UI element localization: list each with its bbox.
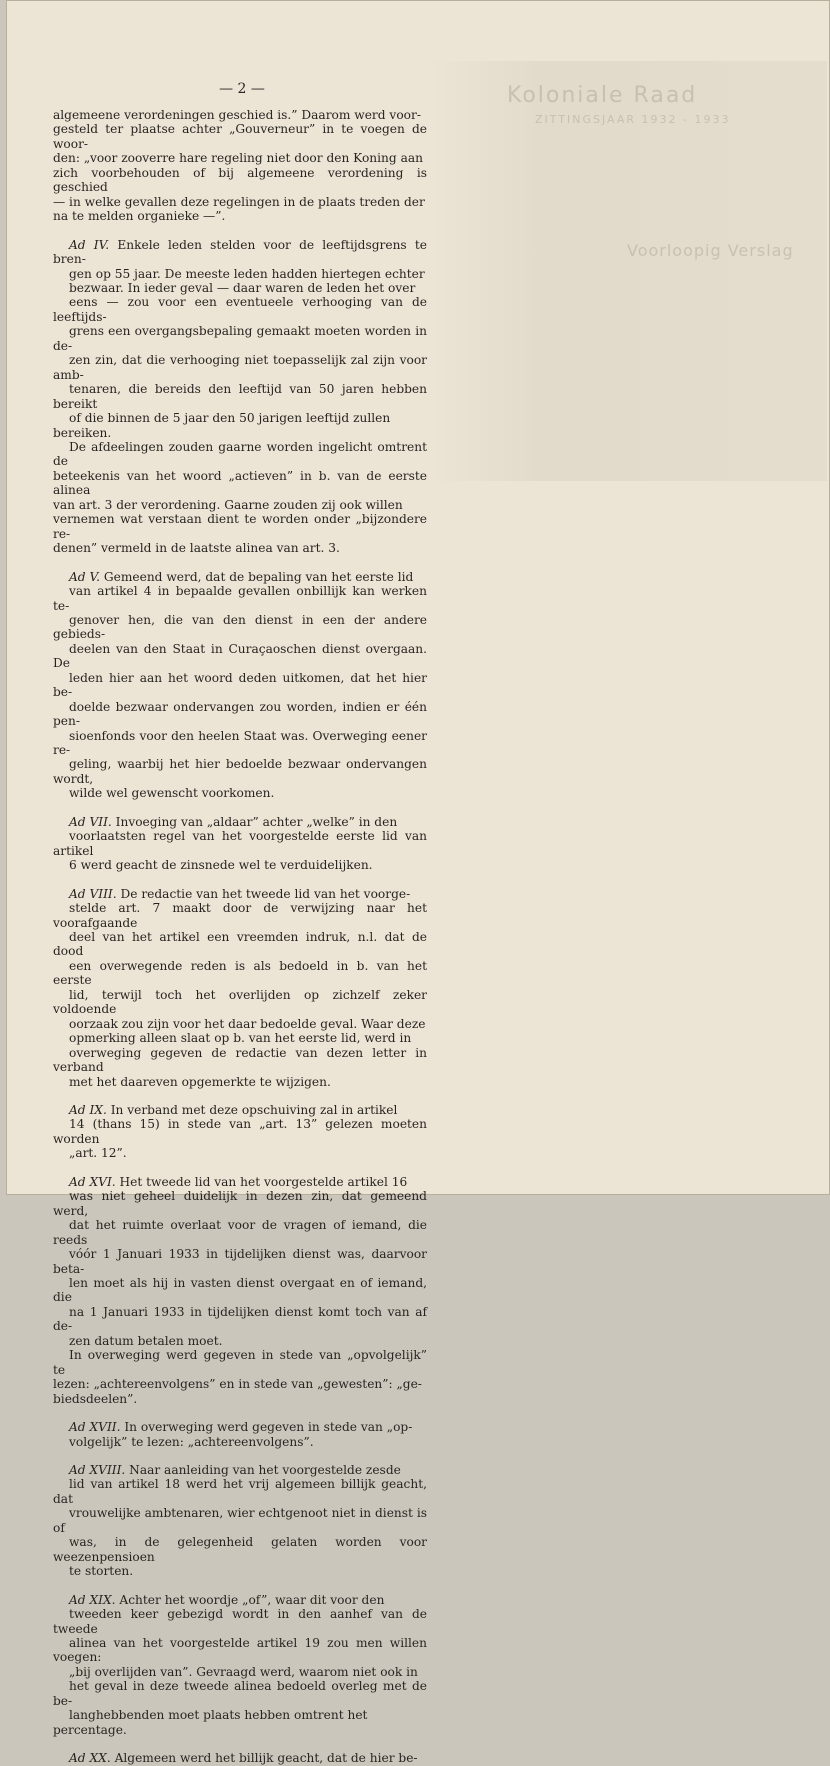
text-line: grens een overgangsbepaling gemaakt moeten worden in de- [53, 324, 427, 353]
bleed-title: Koloniale Raad [507, 83, 698, 108]
section-ad-viii [53, 887, 427, 1089]
text-line: Ad VIII. De redactie van het tweede lid van het voorge- [69, 886, 411, 901]
paragraph [53, 1463, 427, 1579]
text-line: was niet geheel duidelijk in dezen zin, dat gemeend werd, [53, 1189, 427, 1218]
text-line: tweeden keer gebezigd wordt in den aanhef van de tweede [53, 1607, 427, 1636]
text-line: Ad XVI. Het tweede lid van het voorgestelde artikel 16 [69, 1174, 408, 1189]
text-line: wilde wel gewenscht voorkomen. [69, 786, 275, 801]
paragraph [53, 1593, 427, 1738]
section-ad-xix [53, 1593, 427, 1738]
body-text [53, 108, 427, 1766]
section-heading: Ad VII. [69, 814, 112, 829]
section-ad-xvi [53, 1175, 427, 1406]
text-line: met het daareven opgemerkte te wijzigen. [69, 1074, 331, 1089]
text-line: geling, waarbij het hier bedoelde bezwaar ondervangen wordt, [53, 757, 427, 786]
section-heading: Ad IV. [69, 237, 110, 252]
section-ad-xvii [53, 1420, 427, 1449]
text-line: Ad IX. In verband met deze opschuiving zal in artikel [69, 1103, 398, 1117]
text-line: lezen: „achtereenvolgens” en in stede van „gewesten”: „ge- [53, 1377, 422, 1392]
paragraph [53, 108, 427, 224]
text-line: sioenfonds voor den heelen Staat was. Overweging eener re- [53, 728, 427, 758]
text-line: tenaren, die bereids den leeftijd van 50 jaren hebben bereikt [53, 382, 427, 411]
text-line: eens — zou voor een eventueele verhooging van de leeftijds- [53, 295, 427, 324]
text-line: denen” vermeld in de laatste alinea van art. 3. [53, 541, 340, 556]
text-line: of die binnen de 5 jaar den 50 jarigen leeftijd zullen bereiken. [53, 411, 391, 440]
text-line: genover hen, die van den dienst in een der andere gebieds- [53, 612, 427, 642]
paragraph-continuation [53, 1348, 427, 1406]
paragraph [53, 1751, 427, 1765]
text-line: was, in de gelegenheid gelaten worden voor weezenpensioen [53, 1535, 427, 1564]
text-line: „art. 12”. [69, 1146, 127, 1161]
paragraph [53, 570, 427, 801]
section-ad-iv [53, 238, 427, 556]
text-line: vernemen wat verstaan dient te worden onder „bijzondere re- [53, 512, 427, 541]
text-line: langhebbenden moet plaats hebben omtrent het percentage. [53, 1708, 368, 1737]
bleed-subtitle: ZITTINGSJAAR 1932 - 1933 [535, 113, 731, 126]
paragraph [53, 1103, 427, 1161]
section-heading: Ad VIII. [69, 886, 117, 901]
text-line: doelde bezwaar ondervangen zou worden, indien er één pen- [53, 699, 427, 729]
text-line: — in welke gevallen deze regelingen in de plaats treden der [53, 194, 425, 209]
bleed-through-text [427, 61, 827, 481]
text-line: De afdeelingen zouden gaarne worden ingelicht omtrent de [53, 439, 427, 469]
text-line: leden hier aan het woord deden uitkomen, dat het hier be- [53, 670, 427, 700]
text-line: dat het ruimte overlaat voor de vragen of iemand, die reeds [53, 1218, 427, 1247]
text-line: te storten. [69, 1564, 134, 1579]
text-line: lid van artikel 18 werd het vrij algemeen billijk geacht, dat [53, 1477, 427, 1506]
section-heading: Ad XIX. [69, 1592, 116, 1607]
text-line: 14 (thans 15) in stede van „art. 13” gelezen moeten worden [53, 1117, 427, 1146]
text-line: Ad IV. Enkele leden stelden voor de leeftijdsgrens te bren- [53, 237, 427, 267]
text-line: van art. 3 der verordening. Gaarne zouden zij ook willen [53, 497, 403, 512]
text-line: bezwaar. In ieder geval — daar waren de leden het over [69, 280, 416, 295]
text-line: zen datum betalen moet. [69, 1333, 223, 1348]
text-line: den: „voor zooverre hare regeling niet door den Koning aan [53, 151, 423, 166]
section-heading: Ad V. [69, 569, 101, 584]
text-line: gen op 55 jaar. De meeste leden hadden hiertegen echter [69, 266, 425, 281]
text-line: „bij overlijden van”. Gevraagd werd, waarom niet ook in [69, 1664, 418, 1679]
text-line: lid, terwijl toch het overlijden op zichzelf zeker voldoende [53, 987, 427, 1017]
text-line: len moet als hij in vasten dienst overgaat en of iemand, die [53, 1275, 427, 1305]
text-line: vrouwelijke ambtenaren, wier echtgenoot niet in dienst is of [53, 1506, 427, 1535]
text-line: deelen van den Staat in Curaçaoschen dienst overgaan. De [53, 641, 427, 671]
text-line: een overwegende reden is als bedoeld in b. van het eerste [53, 958, 427, 988]
text-line: het geval in deze tweede alinea bedoeld overleg met de be- [53, 1679, 427, 1708]
paragraph [53, 238, 427, 440]
page-number: — 2 — [219, 81, 265, 97]
text-line: vóór 1 Januari 1933 in tijdelijken dienst was, daarvoor beta- [53, 1247, 427, 1276]
text-line: beteekenis van het woord „actieven” in b. van de eerste alinea [53, 468, 427, 498]
text-line: Ad VII. Invoeging van „aldaar” achter „welke” in den [69, 814, 398, 829]
text-line: na te melden organieke —”. [53, 209, 226, 224]
text-line: na 1 Januari 1933 in tijdelijken dienst komt toch van af de- [53, 1304, 427, 1334]
section-heading: Ad XVIII. [69, 1462, 126, 1477]
section-ad-xx [53, 1751, 427, 1765]
text-line: biedsdeelen”. [53, 1391, 138, 1406]
section-ad-xviii [53, 1463, 427, 1579]
text-line: voorlaatsten regel van het voorgestelde eerste lid van artikel [53, 829, 427, 858]
paragraph [53, 887, 427, 1089]
section-intro [53, 108, 427, 224]
document-page [6, 0, 830, 1766]
text-line: deel van het artikel een vreemden indruk, n.l. dat de dood [53, 930, 427, 959]
text-line: Ad XVII. In overweging werd gegeven in stede van „op- [69, 1420, 413, 1435]
paragraph [53, 815, 427, 873]
text-line: Ad XIX. Achter het woordje „of”, waar dit voor den [69, 1592, 385, 1607]
text-line: volgelijk” te lezen: „achtereenvolgens”. [69, 1434, 314, 1449]
section-ad-vii [53, 815, 427, 873]
text-line: algemeene verordeningen geschied is.” Daarom werd voor- [53, 108, 421, 122]
text-line: zen zin, dat die verhooging niet toepasselijk zal zijn voor amb- [53, 353, 427, 382]
text-line: gesteld ter plaatse achter „Gouverneur” in te voegen de woor- [53, 122, 427, 151]
section-heading: Ad XVI. [69, 1174, 116, 1189]
text-line: zich voorbehouden of bij algemeene verordening is geschied [53, 165, 427, 195]
text-line: oorzaak zou zijn voor het daar bedoelde geval. Waar deze [69, 1016, 426, 1031]
text-line: Ad XVIII. Naar aanleiding van het voorgestelde zesde [69, 1462, 401, 1477]
paragraph [53, 1175, 427, 1348]
text-line: Ad V. Gemeend werd, dat de bepaling van het eerste lid [69, 569, 414, 584]
text-line: alinea van het voorgestelde artikel 19 zou men willen voegen: [53, 1635, 427, 1665]
section-heading: Ad XVII. [69, 1420, 121, 1435]
section-ad-v [53, 570, 427, 801]
text-line: opmerking alleen slaat op b. van het eerste lid, werd in [69, 1031, 412, 1046]
bleed-heading: Voorloopig Verslag [627, 241, 794, 260]
section-heading: Ad IX. [69, 1103, 107, 1117]
text-line: overweging gegeven de redactie van dezen letter in verband [53, 1045, 427, 1075]
text-line: Ad XX. Algemeen werd het billijk geacht, dat de hier be- [69, 1751, 418, 1766]
text-line: In overweging werd gegeven in stede van „opvolgelijk” te [53, 1348, 427, 1377]
text-line: stelde art. 7 maakt door de verwijzing naar het voorafgaande [53, 901, 427, 930]
text-line: 6 werd geacht de zinsnede wel te verduidelijken. [69, 858, 373, 873]
text-line: van artikel 4 in bepaalde gevallen onbillijk kan werken te- [53, 584, 427, 613]
paragraph-continuation [53, 440, 427, 556]
section-heading: Ad XX. [69, 1751, 111, 1766]
section-ad-ix [53, 1103, 427, 1161]
paragraph [53, 1420, 427, 1449]
